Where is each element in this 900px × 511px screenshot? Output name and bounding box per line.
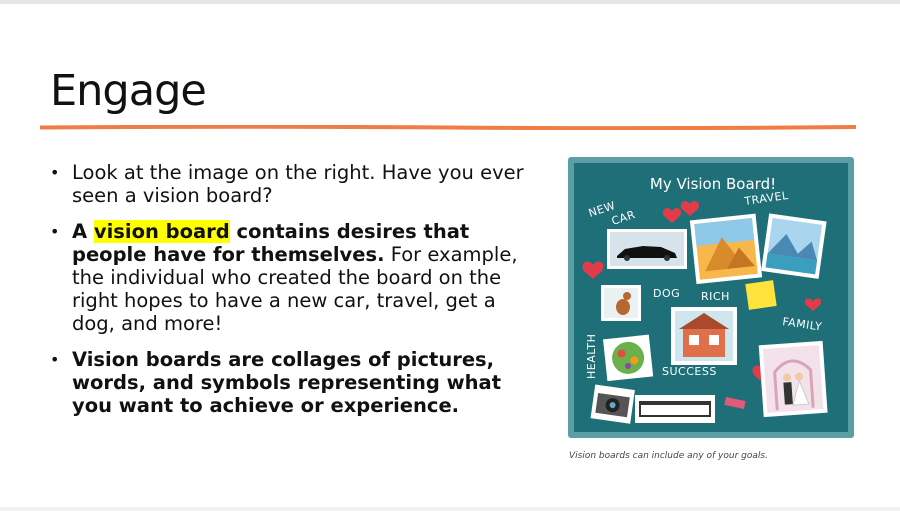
- bullet-bold-text: Vision boards are collages of pictures, words, and symbols representing what you want to achieve or experience.: [72, 348, 502, 417]
- bullet-list: [48, 161, 538, 430]
- bullet-item-1: [48, 161, 538, 207]
- label-dog: DOG: [653, 287, 681, 300]
- slide: [0, 4, 900, 507]
- vision-board-image: [565, 157, 858, 447]
- title-underline: [40, 125, 856, 130]
- label-travel: TRAVEL: [743, 188, 790, 208]
- label-car: CAR: [609, 207, 638, 228]
- bullet-dot: •: [50, 163, 60, 182]
- pyramids-photo: [690, 214, 762, 285]
- house-photo: [671, 307, 737, 365]
- bullet-text: Look at the image on the right. Have you ever seen a vision board?: [72, 161, 524, 207]
- bullet-item-3: [48, 348, 538, 417]
- label-family: FAMILY: [781, 315, 823, 334]
- highlighted-term: vision board: [93, 220, 230, 243]
- sticky-note: [745, 280, 776, 310]
- board-title: My Vision Board!: [649, 175, 777, 193]
- image-caption: Vision boards can include any of your goals.: [569, 451, 768, 461]
- vegetables-photo: [603, 335, 653, 382]
- bullet-lead: A: [72, 220, 94, 243]
- label-health: HEALTH: [585, 333, 598, 379]
- dog-photo: [601, 285, 641, 321]
- bullet-dot: •: [50, 222, 60, 241]
- bullet-text: For example, the individual who created the board on the right hopes to have a new car, travel, get a dog, and more!: [72, 243, 518, 335]
- slide-title: Engage: [50, 66, 206, 116]
- car-photo: [607, 229, 687, 269]
- bullet-item-2: [48, 220, 538, 335]
- camera-photo: [591, 385, 635, 424]
- keyboard-photo: [635, 395, 715, 423]
- wedding-photo: [759, 341, 828, 417]
- label-new: NEW: [586, 198, 618, 220]
- label-success: SUCCESS: [662, 365, 717, 378]
- mountain-photo: [761, 213, 827, 279]
- label-rich: RICH: [701, 290, 730, 303]
- vision-board-figure: [565, 157, 858, 466]
- bullet-dot: •: [50, 350, 60, 369]
- bullet-bold-text: contains desires that people have for themselves.: [72, 220, 470, 266]
